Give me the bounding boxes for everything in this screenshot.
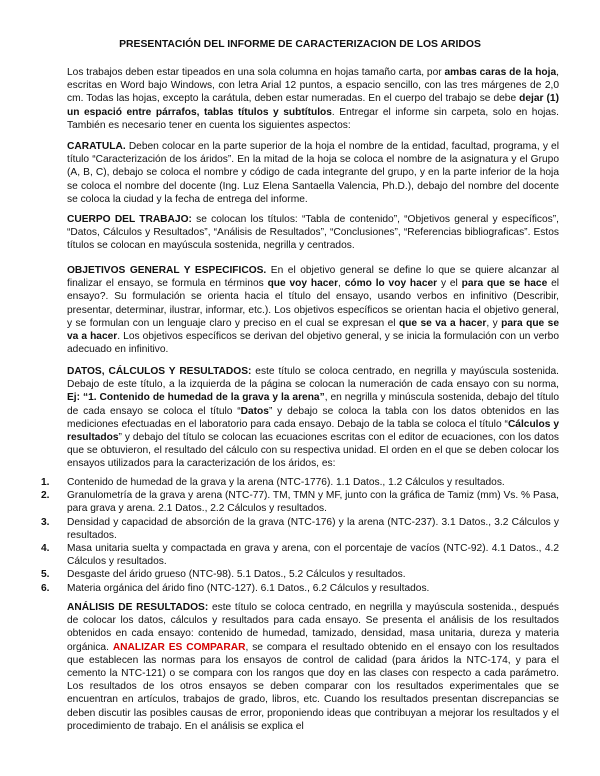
intro-text: . Entregar el informe sin carpeta, solo en hojas. También es necesario tener en cuenta los siguientes aspectos: bbox=[67, 106, 559, 131]
intro-bold: ambas caras de la hoja bbox=[444, 67, 557, 78]
objetivos-bold: que se va a hacer bbox=[398, 317, 487, 329]
list-item-text: Materia orgánica del árido fino (NTC-127). 6.1 Datos., 6.2 Cálculos y resultados. bbox=[67, 582, 430, 594]
intro-bold: dejar (1) un espació entre párrafos, tablas títulos y subtítulos bbox=[67, 93, 559, 118]
intro-text: Los trabajos deben estar tipeados en una sola columna en hojas tamaño carta, por bbox=[67, 67, 445, 78]
datos-bold: Ej: “1. Contenido de humedad de la grava y la arena” bbox=[67, 392, 325, 404]
document-title: PRESENTACIÓN DEL INFORME DE CARACTERIZACION DE LOS ARIDOS bbox=[119, 39, 481, 50]
list-item bbox=[41, 476, 559, 489]
datos-text: ” y debajo se coloca la tabla con los datos obtenidos en las mediciones efectuadas en el laboratorio para cada ensayo. Debajo de la tabla se coloca el título “ bbox=[67, 405, 560, 430]
datos-text: , en negrilla y minúscula sostenida, debajo del título de cada ensayo se coloca el título “ bbox=[67, 392, 559, 417]
objetivos-text: el ensayo?. Su formulación se orienta hacia el título del ensayo, usando verbos en infinitivo (Describir, presentar, determinar, ilustrar, informar, etc.). Los objetivos específicos se orientan hacia el objetivo general, y se formulan con un lenguaje claro y preciso en el cual se expresan el bbox=[67, 278, 559, 329]
intro-paragraph bbox=[67, 66, 559, 132]
cuerpo-text: se colocan los títulos: “Tabla de contenido”, “Objetivos general y específicos”, “Datos, Cálculos y Resultados”, “Análisis de Resultados”, “Conclusiones”, “Referencias bibliograficas”. Estos títulos se colocan en mayúscula sostenida, negrilla y centrados. bbox=[67, 214, 559, 252]
objetivos-bold: que voy hacer bbox=[267, 278, 339, 290]
objetivos-bold: para que se hace bbox=[461, 278, 548, 290]
objetivos-bold: cómo lo voy hacer bbox=[344, 278, 438, 290]
datos-paragraph bbox=[67, 365, 559, 471]
list-item-number: 4. bbox=[41, 543, 50, 555]
analisis-text: , se compara el resultado obtenido en el ensayo con los resultados que establecen las normas para los ensayos de control de calidad (para áridos la NTC-174, y para el cemento la NTC-121) o se compara con los rangos que doy en las clases con respecto a cada parámetro. Los resultados de los otros ensayos se deben comparar con los resultados experimentales que se encuentran en artículos, trabajos de grado, libros, etc. Cuando los resultados presentan discrepancias se deben discutir las posibles causas de error, proponiendo ideas que contribuyan a mejorar los resultados y el procedimiento de trabajo. En el análisis se explica el bbox=[67, 641, 559, 732]
list-item bbox=[41, 516, 559, 542]
cuerpo-paragraph bbox=[67, 213, 559, 253]
objetivos-text: y el bbox=[437, 278, 462, 290]
objetivos-paragraph bbox=[67, 264, 559, 356]
datos-heading: DATOS, CÁLCULOS Y RESULTADOS: bbox=[67, 366, 252, 377]
list-item-text: Desgaste del árido grueso (NTC-98). 5.1 Datos., 5.2 Cálculos y resultados. bbox=[67, 569, 406, 581]
list-item-text: Contenido de humedad de la grava y la arena (NTC-1776). 1.1 Datos., 1.2 Cálculos y resultados. bbox=[67, 477, 505, 488]
objetivos-text: En el objetivo general se define lo que se quiere alcanzar al finalizar el ensayo, se formula en términos bbox=[67, 265, 559, 290]
ensayos-list bbox=[41, 476, 559, 595]
datos-text: este título se coloca centrado, en negrilla y mayúscula sostenida. Debajo de este título, a la izquierda de la página se colocan la numeración de cada ensayo con su norma, bbox=[67, 366, 559, 391]
objetivos-text: , y bbox=[486, 317, 502, 329]
list-item bbox=[41, 582, 559, 595]
list-item bbox=[41, 568, 559, 581]
list-item bbox=[41, 542, 559, 568]
datos-bold: Cálculos y resultados bbox=[67, 418, 559, 444]
cuerpo-heading: CUERPO DEL TRABAJO: bbox=[67, 214, 192, 225]
caratula-text: Deben colocar en la parte superior de la hoja el nombre de la entidad, facultad, programa, y el título “Caracterización de los áridos”. En la mitad de la hoja se coloca el nombre de la asignatura y el Grupo (A, B, C), debajo se coloca el nombre y código de cada integrante del grupo, y en la parte inferior de la hoja se coloca el nombre del docente (Ing. Luz Elena Santaella Valencia, Ph.D.), debajo del nombre del docente se coloca la ciudad y la fecha de entrega del informe. bbox=[67, 141, 559, 205]
objetivos-heading: OBJETIVOS GENERAL Y ESPECIFICOS. bbox=[67, 265, 267, 276]
analisis-heading: ANÁLISIS DE RESULTADOS: bbox=[67, 602, 209, 613]
list-item-text: Densidad y capacidad de absorción de la grava (NTC-176) y la arena (NTC-237). 3.1 Datos., 3.2 Cálculos y resultados. bbox=[67, 516, 559, 541]
analisis-text: este título se coloca centrado, en negrilla y mayúscula sostenida., después de colocar los datos, cálculos y resultados para cada ensayo. Se presenta el análisis de los resultados obtenidos en cada ensayo: contenido de humedad, tamizado, densidad, masa unitaria, dureza y materia orgánica. bbox=[67, 602, 559, 653]
list-item-number: 2. bbox=[41, 490, 50, 502]
list-item-number: 5. bbox=[41, 569, 50, 581]
objetivos-bold: para que se va a hacer bbox=[67, 317, 559, 343]
analisis-paragraph bbox=[67, 601, 559, 733]
caratula-paragraph bbox=[67, 140, 559, 206]
list-item-number: 6. bbox=[41, 582, 50, 594]
list-item-text: Granulometría de la grava y arena (NTC-77). TM, TMN y MF, junto con la gráfica de Tamiz (mm) Vs. % Pasa, para grava y arena. 2.1 Datos., 2.2 Cálculos y resultados. bbox=[67, 490, 559, 515]
objetivos-text: , bbox=[338, 278, 345, 290]
list-item-number: 3. bbox=[41, 516, 50, 528]
datos-text: ” y debajo del título se colocan las ecuaciones escritas con el editor de ecuaciones, con los datos que se obtuvieron, el resultado del cálculo con su respectiva unidad. El orden en el que se deben colocar los ensayos utilizados para la caracterización de los áridos, es: bbox=[67, 432, 559, 470]
datos-bold: Datos bbox=[240, 405, 269, 417]
caratula-heading: CARATULA. bbox=[67, 141, 126, 152]
list-item bbox=[41, 489, 559, 515]
list-item-text: Masa unitaria suelta y compactada en grava y arena, con el porcentaje de vacíos (NTC-92). 4.1 Datos., 4.2 Cálculos y resultados. bbox=[67, 543, 559, 568]
analisis-highlight: ANALIZAR ES COMPARAR bbox=[112, 641, 246, 653]
intro-text: , escritas en Word bajo Windows, con letra Arial 12 puntos, a espacio sencillo, con las tres márgenes de 2,0 cm. Todas las hojas, excepto la carátula, deben estar numeradas. En el cuerpo del trabajo se debe bbox=[67, 67, 559, 105]
list-item-number: 1. bbox=[41, 477, 50, 488]
objetivos-text: . Los objetivos específicos se derivan del objetivo general, y se inicia la formulación con un verbo adecuado en infinitivo. bbox=[67, 331, 560, 356]
